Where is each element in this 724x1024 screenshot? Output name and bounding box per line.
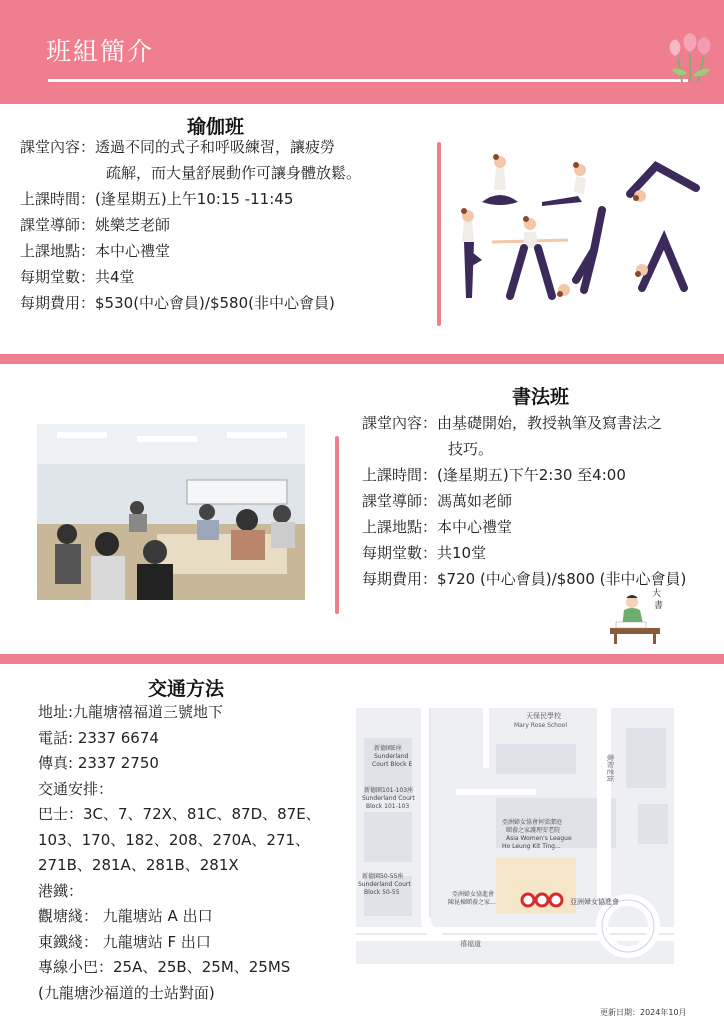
yoga-time-row	[20, 186, 420, 212]
minibus-routes: 專線小巴：25A、25B、25M、25MS	[38, 958, 291, 976]
map-label-awl-2: 頤養之家護理安老院	[506, 827, 561, 834]
yoga-content-label: 課堂內容：	[20, 138, 96, 156]
yoga-sessions-label: 每期堂數：	[20, 268, 96, 286]
calligraphy-sessions: 共10堂	[437, 544, 487, 562]
map-pin-icon[interactable]	[522, 894, 562, 906]
yoga-content-line2: 疏解，而大量舒展動作可讓身體放鬆。	[106, 164, 362, 182]
section-divider-2	[0, 654, 724, 664]
yoga-content-row2	[20, 160, 420, 186]
bus-routes-line3: 271B、281A、281B、281X	[38, 856, 239, 874]
calligraphy-content-label: 課堂內容：	[362, 414, 438, 432]
calligraphy-fee: $720 (中心會員)/$800 (非中心會員)	[437, 570, 687, 588]
bus-routes-line1: 巴士：3C、7、72X、81C、87D、87E、	[38, 805, 321, 823]
calligraphy-title: 書法班	[512, 386, 570, 408]
map-road-bottom: 禧福道	[460, 940, 481, 948]
map-label-block-101-en1: Sunderland Court	[362, 795, 415, 802]
bus-routes-line2: 103、170、182、208、270A、271、	[38, 830, 311, 849]
svg-text:書: 書	[654, 601, 664, 611]
map-label-center-1: 亞洲婦女協進會	[452, 891, 495, 898]
page-header	[0, 0, 724, 104]
map-label-block-101: 新德園101-103座	[364, 787, 414, 794]
update-date: 更新日期：2024年10月	[600, 1008, 687, 1017]
yoga-fee: $530(中心會員)/$580(非中心會員)	[95, 294, 335, 312]
yoga-content-line1: 透過不同的式子和呼吸練習，讓疲勞	[95, 138, 336, 156]
calligraphy-fee-label: 每期費用：	[362, 570, 438, 588]
map-label-awl-1: 亞洲婦女協會何梁潔庭	[502, 819, 563, 826]
calligraphy-sessions-row	[362, 540, 722, 566]
yoga-title: 瑜伽班	[187, 116, 245, 138]
calligraphy-divider	[335, 436, 339, 614]
map-label-block-e: 新德園E座	[374, 745, 402, 752]
yoga-content-row	[20, 134, 420, 160]
transport-arrangement-label: 交通安排：	[38, 779, 114, 798]
transport-title: 交通方法	[148, 678, 225, 700]
map-label-center-right: 亞洲婦女協進會	[570, 898, 619, 906]
east-rail-line: 東鐵綫： 九龍塘站 F 出口	[38, 932, 211, 951]
calligraphy-info	[362, 410, 722, 592]
mtr-label: 港鐵：	[38, 881, 84, 900]
calligrapher-icon	[602, 584, 666, 648]
yoga-teacher-row	[20, 212, 420, 238]
map-label-block-e-en2: Court Block E	[372, 761, 413, 768]
minibus-note: (九龍塘沙福道的士站對面)	[38, 983, 215, 1002]
yoga-time-label: 上課時間：	[20, 190, 96, 208]
map-label-block-50-en1: Sunderland Court	[358, 881, 411, 888]
yoga-time: (逢星期五)上午10:15 -11:45	[95, 190, 294, 208]
calligraphy-teacher-label: 課堂導師：	[362, 492, 438, 510]
calligraphy-content-line2: 技巧。	[448, 440, 494, 458]
calligraphy-teacher-row	[362, 488, 722, 514]
calligraphy-venue-label: 上課地點：	[362, 518, 438, 536]
yoga-info	[20, 134, 420, 316]
calligraphy-sessions-label: 每期堂數：	[362, 544, 438, 562]
classroom-photo-icon	[37, 424, 305, 600]
map-road-right: 歌和老街	[606, 754, 614, 782]
fax-text: 傳真: 2337 2750	[38, 754, 159, 772]
yoga-figure-icon	[542, 162, 586, 206]
calligraphy-venue: 本中心禮堂	[437, 518, 513, 536]
calligraphy-content-row2	[362, 436, 722, 462]
yoga-figure-icon	[630, 166, 696, 202]
calligraphy-time-label: 上課時間：	[362, 466, 438, 484]
yoga-illustration	[452, 148, 708, 308]
section-divider	[0, 354, 724, 364]
yoga-figure-icon	[635, 240, 684, 288]
location-map[interactable]	[356, 708, 674, 964]
map-label-center-2: 陳昆棟頤養之家...	[448, 899, 496, 906]
yoga-teacher: 姚樂芝老師	[95, 216, 171, 234]
map-label-school: 天保民學校	[526, 712, 561, 720]
yoga-sessions-row	[20, 264, 420, 290]
header-divider	[48, 79, 688, 82]
yoga-venue-row	[20, 238, 420, 264]
map-label-awl-4: Ho Leung Kit Ting...	[502, 843, 561, 850]
map-label-awl-3: Asia Women's League	[506, 835, 572, 842]
yoga-venue: 本中心禮堂	[95, 242, 171, 260]
page-title: 班組簡介	[46, 37, 155, 66]
yoga-figure-icon	[461, 208, 482, 298]
yoga-figure-icon	[557, 210, 602, 297]
yoga-figure-icon	[482, 154, 518, 205]
calligraphy-venue-row	[362, 514, 722, 540]
map-label-block-50: 新德園50-55座	[362, 873, 404, 880]
map-label-block-e-en1: Sunderland	[374, 753, 409, 760]
map-label-block-101-en2: Block 101-103	[366, 803, 410, 810]
phone-text: 電話: 2337 6674	[38, 728, 159, 747]
yoga-sessions: 共4堂	[95, 268, 135, 286]
kwun-tong-line: 觀塘綫： 九龍塘站 A 出口	[38, 907, 213, 925]
yoga-figure-icon	[492, 216, 568, 296]
yoga-divider	[437, 142, 441, 326]
yoga-teacher-label: 課堂導師：	[20, 216, 96, 234]
class-photo	[37, 424, 305, 600]
tulips-icon	[660, 24, 720, 84]
transport-info	[38, 700, 358, 1006]
map-label-school-en: Mary Rose School	[514, 722, 567, 729]
calligraphy-content-line1: 由基礎開始，教授執筆及寫書法之	[437, 414, 663, 432]
svg-text:大: 大	[652, 589, 662, 599]
calligraphy-time-row	[362, 462, 722, 488]
calligraphy-fee-row	[362, 566, 722, 592]
calligraphy-teacher: 馮萬如老師	[437, 492, 513, 510]
yoga-fee-row	[20, 290, 420, 316]
calligraphy-content-row	[362, 410, 722, 436]
yoga-venue-label: 上課地點：	[20, 242, 96, 260]
map-label-block-50-en2: Block 50-55	[364, 889, 400, 896]
calligraphy-time: (逢星期五)下午2:30 至4:00	[437, 466, 626, 484]
map-canvas[interactable]	[356, 708, 674, 964]
address-text: 地址:九龍塘禧福道三號地下	[38, 703, 224, 721]
yoga-fee-label: 每期費用：	[20, 294, 96, 312]
